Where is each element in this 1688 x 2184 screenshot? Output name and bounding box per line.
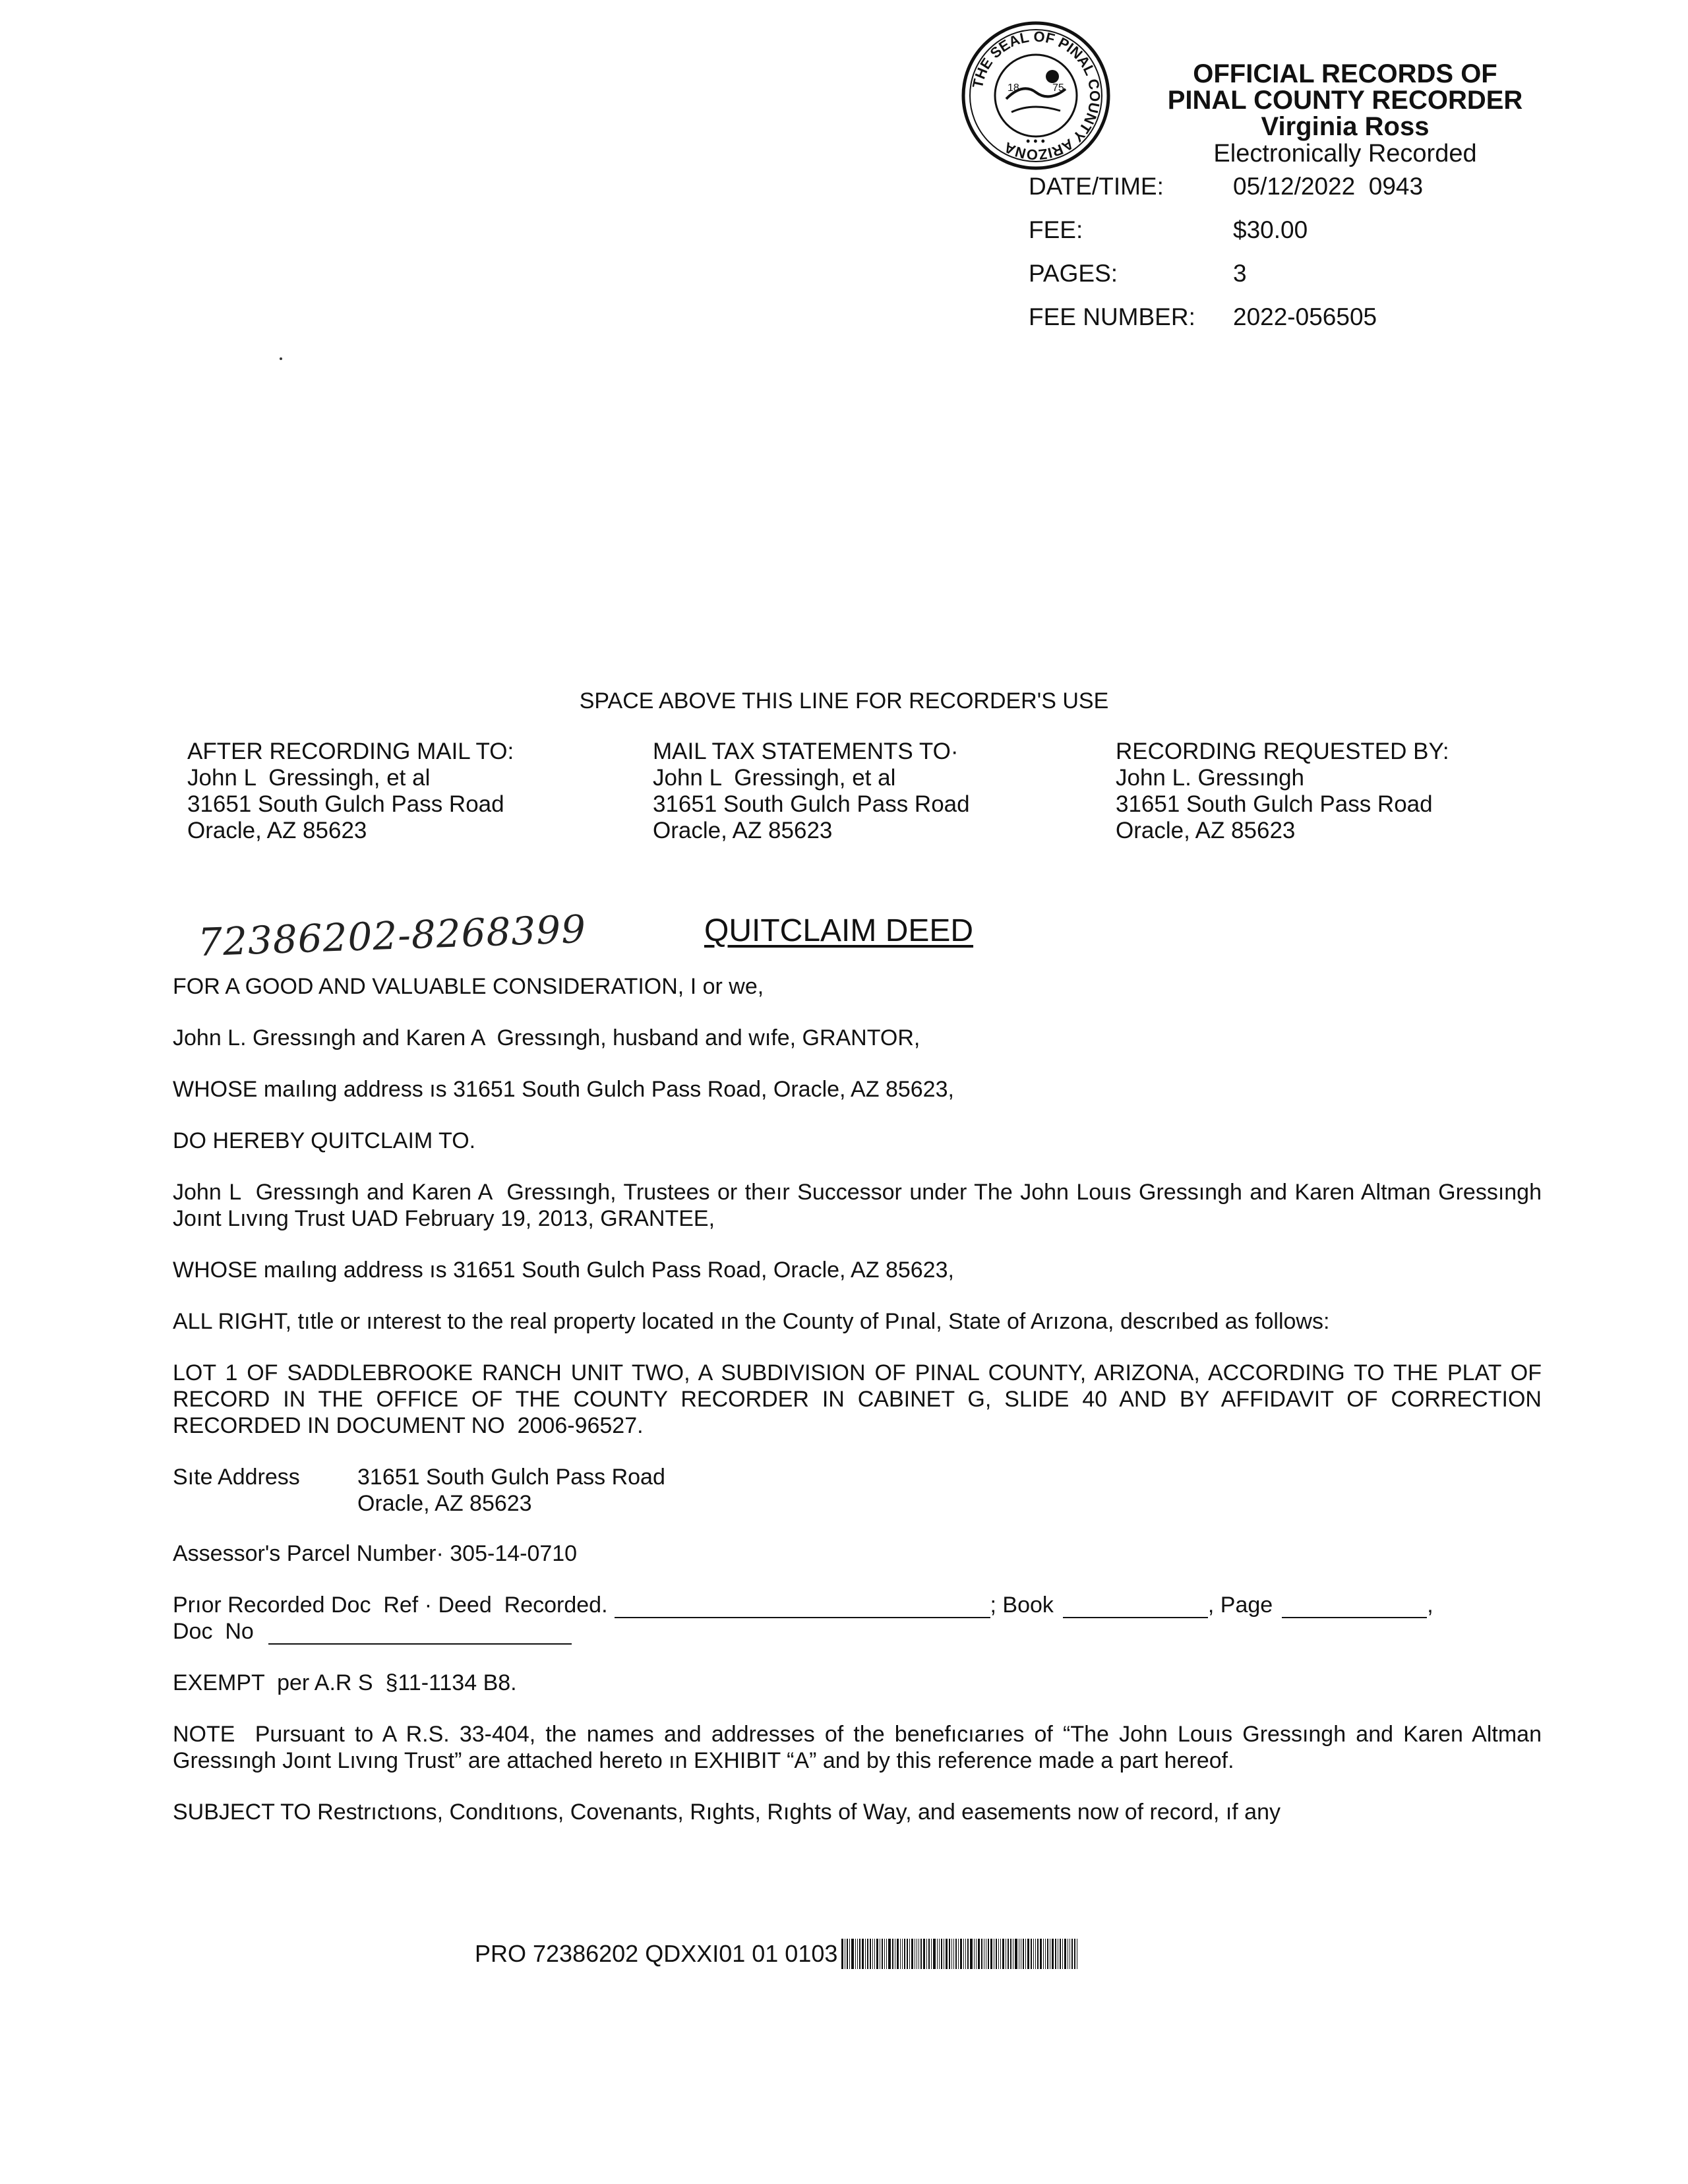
address-street: 31651 South Gulch Pass Road — [1116, 791, 1433, 817]
mail-tax-statements-to — [653, 739, 970, 844]
barcode-bar — [978, 1939, 980, 1969]
quitclaim-clause: DO HEREBY QUITCLAIM TO. — [173, 1128, 476, 1153]
site-address-label: Sıte Address — [173, 1465, 300, 1490]
barcode-bar — [876, 1939, 878, 1969]
address-heading: MAIL TAX STATEMENTS TO· — [653, 739, 959, 764]
deed-body — [173, 973, 1548, 1850]
barcode-bar — [960, 1939, 962, 1969]
barcode-bar — [1025, 1939, 1026, 1969]
space-above-line-notice: SPACE ABOVE THIS LINE FOR RECORDER'S USE — [579, 688, 1109, 713]
all-right-clause: ALL RIGHT, tıtle or ınterest to the real property located ın the County of Pınal, State of Arızona, descrıbed as follows: — [173, 1309, 1330, 1334]
barcode-bar — [874, 1939, 875, 1969]
address-heading: RECORDING REQUESTED BY: — [1116, 739, 1449, 764]
barcode-bar — [933, 1939, 936, 1969]
barcode-bar — [951, 1939, 952, 1969]
barcode-bar — [949, 1939, 950, 1969]
barcode-bar — [888, 1939, 891, 1969]
barcode-bar — [865, 1939, 866, 1969]
barcode-bar — [902, 1939, 903, 1969]
svg-text:THE SEAL OF PINAL COUNTY ARIZO: THE SEAL OF PINAL COUNTY ARIZONA — [969, 28, 1104, 164]
barcode-bar — [867, 1939, 868, 1969]
site-address — [173, 1464, 1542, 1517]
barcode-bar — [1043, 1939, 1044, 1969]
barcode — [841, 1939, 1197, 1969]
handwritten-reference-number: 72386202-8268399 — [196, 906, 588, 965]
grantee-address: WHOSE maılıng address ıs 31651 South Gulch Pass Road, Oracle, AZ 85623, — [173, 1258, 954, 1283]
exempt-statement: EXEMPT per A.R S §11-1134 B8. — [173, 1670, 517, 1695]
barcode-bar — [884, 1939, 885, 1969]
recording-row-fee-number — [1029, 303, 1423, 347]
barcode-bar — [1002, 1939, 1004, 1969]
recording-row-datetime — [1029, 173, 1423, 216]
barcode-bar — [955, 1939, 957, 1969]
barcode-bar — [1031, 1939, 1032, 1969]
barcode-bar — [1052, 1939, 1054, 1969]
barcode-bar — [849, 1939, 850, 1969]
county-seal — [960, 20, 1112, 171]
barcode-bar — [911, 1939, 913, 1969]
barcode-bar — [1045, 1939, 1046, 1969]
book-label: ; Book — [990, 1592, 1054, 1618]
recording-row-pages — [1029, 260, 1423, 303]
barcode-bar — [1047, 1939, 1048, 1969]
barcode-bar — [926, 1939, 927, 1969]
barcode-bar — [928, 1939, 930, 1969]
row-label: PAGES: — [1029, 260, 1118, 287]
barcode-bar — [870, 1939, 871, 1969]
row-label: DATE/TIME: — [1029, 173, 1164, 200]
address-city: Oracle, AZ 85623 — [187, 818, 367, 843]
barcode-bar — [1062, 1939, 1063, 1969]
barcode-bar — [931, 1939, 932, 1969]
address-street: 31651 South Gulch Pass Road — [187, 791, 504, 817]
grantee-clause: John L Gressıngh and Karen A Gressıngh, Trustees or theır Successor under The John Louıs Gressıngh and Karen Altman Gressıngh Joınt Lıvıng Trust UAD February 19, 2013, GRANTEE, — [173, 1180, 1548, 1231]
barcode-bar — [1010, 1939, 1011, 1969]
barcode-bar — [909, 1939, 910, 1969]
barcode-bar — [1023, 1939, 1024, 1969]
document-title: QUITCLAIM DEED — [704, 913, 974, 948]
page-blank — [1282, 1597, 1427, 1618]
barcode-bar — [996, 1939, 997, 1969]
address-name: John L Gressingh, et al — [653, 765, 896, 791]
footer-code: PRO 72386202 QDXXI01 01 0103 — [475, 1940, 838, 1967]
barcode-bar — [981, 1939, 982, 1969]
barcode-bar — [970, 1939, 973, 1969]
barcode-bar — [1033, 1939, 1034, 1969]
barcode-bar — [855, 1939, 856, 1969]
recording-row-fee — [1029, 216, 1423, 260]
address-name: John L. Gressıngh — [1116, 765, 1304, 791]
prior-recorded-reference — [173, 1592, 1542, 1645]
barcode-bar — [988, 1939, 989, 1969]
consideration-clause: FOR A GOOD AND VALUABLE CONSIDERATION, I or we, — [173, 974, 764, 999]
barcode-bar — [920, 1939, 922, 1969]
svg-text:75: 75 — [1052, 82, 1064, 94]
barcode-bar — [841, 1939, 843, 1969]
barcode-bar — [1055, 1939, 1056, 1969]
barcode-bar — [1027, 1939, 1029, 1969]
recorder-title-line1: OFFICIAL RECORDS OF — [1193, 59, 1497, 88]
book-blank — [1063, 1597, 1208, 1618]
recording-details — [1029, 173, 1423, 347]
svg-text:• • •: • • • — [1026, 135, 1045, 148]
barcode-bar — [900, 1939, 901, 1969]
barcode-bar — [847, 1939, 848, 1969]
address-city: Oracle, AZ 85623 — [653, 818, 833, 843]
grantor-clause: John L. Gressıngh and Karen A Gressıngh, husband and wıfe, GRANTOR, — [173, 1025, 920, 1050]
barcode-bar — [857, 1939, 858, 1969]
barcode-bar — [1071, 1939, 1073, 1969]
page-end: , — [1427, 1592, 1433, 1618]
prior-ref-label: Prıor Recorded Doc Ref · Deed Recorded. — [173, 1592, 608, 1618]
barcode-bar — [907, 1939, 908, 1969]
site-address-line1: 31651 South Gulch Pass Road — [357, 1465, 665, 1490]
row-label: FEE: — [1029, 216, 1083, 243]
barcode-bar — [976, 1939, 977, 1969]
row-value: 05/12/2022 0943 — [1233, 173, 1424, 200]
barcode-bar — [886, 1939, 887, 1969]
barcode-bar — [862, 1939, 864, 1969]
barcode-bar — [872, 1939, 873, 1969]
barcode-bar — [1040, 1939, 1042, 1969]
barcode-bar — [1000, 1939, 1001, 1969]
site-address-line2: Oracle, AZ 85623 — [357, 1491, 532, 1516]
row-value: 2022-056505 — [1233, 303, 1377, 330]
barcode-bar — [967, 1939, 969, 1969]
barcode-bar — [963, 1939, 964, 1969]
barcode-bar — [946, 1939, 948, 1969]
barcode-bar — [939, 1939, 940, 1969]
barcode-bar — [990, 1939, 992, 1969]
address-name: John L Gressingh, et al — [187, 765, 431, 791]
barcode-bar — [965, 1939, 966, 1969]
barcode-bar — [904, 1939, 905, 1969]
row-value: $30.00 — [1233, 216, 1308, 243]
barcode-bar — [958, 1939, 959, 1969]
row-label: FEE NUMBER: — [1029, 303, 1195, 330]
note-clause: NOTE Pursuant to A R.S. 33-404, the names and addresses of the benefıcıarıes of “The John Louıs Gressıngh and Karen Altman Gressıngh Joınt Lıvıng Trust” are attached hereto ın EXHIBIT “A” and by this reference made a part hereof. — [173, 1722, 1548, 1773]
barcode-bar — [941, 1939, 942, 1969]
barcode-bar — [953, 1939, 954, 1969]
grantor-address: WHOSE maılıng address ıs 31651 South Gulch Pass Road, Oracle, AZ 85623, — [173, 1077, 954, 1102]
address-heading: AFTER RECORDING MAIL TO: — [187, 739, 514, 764]
barcode-bar — [882, 1939, 883, 1969]
recording-status: Electronically Recorded — [1213, 140, 1477, 167]
doc-no-blank — [268, 1623, 572, 1645]
barcode-bar — [1008, 1939, 1009, 1969]
barcode-bar — [1060, 1939, 1061, 1969]
barcode-bar — [1015, 1939, 1017, 1969]
recorder-title-line2: PINAL COUNTY RECORDER — [1167, 86, 1523, 115]
subject-to-clause: SUBJECT TO Restrıctıons, Condıtıons, Covenants, Rıghts, Rıghts of Way, and easements now of record, ıf any — [173, 1800, 1281, 1825]
document-footer — [475, 1939, 1197, 1969]
barcode-bar — [937, 1939, 938, 1969]
barcode-bar — [892, 1939, 893, 1969]
barcode-bar — [1074, 1939, 1075, 1969]
page-label: , Page — [1207, 1592, 1273, 1618]
barcode-bar — [1037, 1939, 1039, 1969]
barcode-bar — [923, 1939, 925, 1969]
barcode-bar — [851, 1939, 854, 1969]
recording-requested-by — [1116, 739, 1449, 844]
address-street: 31651 South Gulch Pass Road — [653, 791, 970, 817]
barcode-bar — [859, 1939, 860, 1969]
barcode-bar — [998, 1939, 999, 1969]
deed-recorded-blank — [615, 1597, 990, 1618]
recorder-header — [1121, 61, 1569, 166]
barcode-bar — [1035, 1939, 1036, 1969]
recorder-name: Virginia Ross — [1261, 112, 1430, 141]
barcode-bar — [897, 1939, 899, 1969]
after-recording-mail-to — [187, 739, 514, 844]
barcode-bar — [974, 1939, 975, 1969]
barcode-bar — [1064, 1939, 1066, 1969]
legal-description: LOT 1 OF SADDLEBROOKE RANCH UNIT TWO, A SUBDIVISION OF PINAL COUNTY, ARIZONA, ACCORDING TO THE PLAT OF RECORD IN THE OFFICE OF THE COUNTY RECORDER IN CABINET G, SLIDE 40 AND BY AFFIDAVIT OF CORRECTION RECORDED IN DOCUMENT NO 2006-96527. — [173, 1360, 1548, 1438]
doc-no-label: Doc No — [173, 1619, 254, 1644]
row-value: 3 — [1233, 260, 1247, 287]
svg-text:18: 18 — [1008, 82, 1019, 94]
scan-speck — [280, 357, 282, 360]
address-city: Oracle, AZ 85623 — [1116, 818, 1296, 843]
parcel-number: Assessor's Parcel Number· 305-14-0710 — [173, 1541, 578, 1566]
